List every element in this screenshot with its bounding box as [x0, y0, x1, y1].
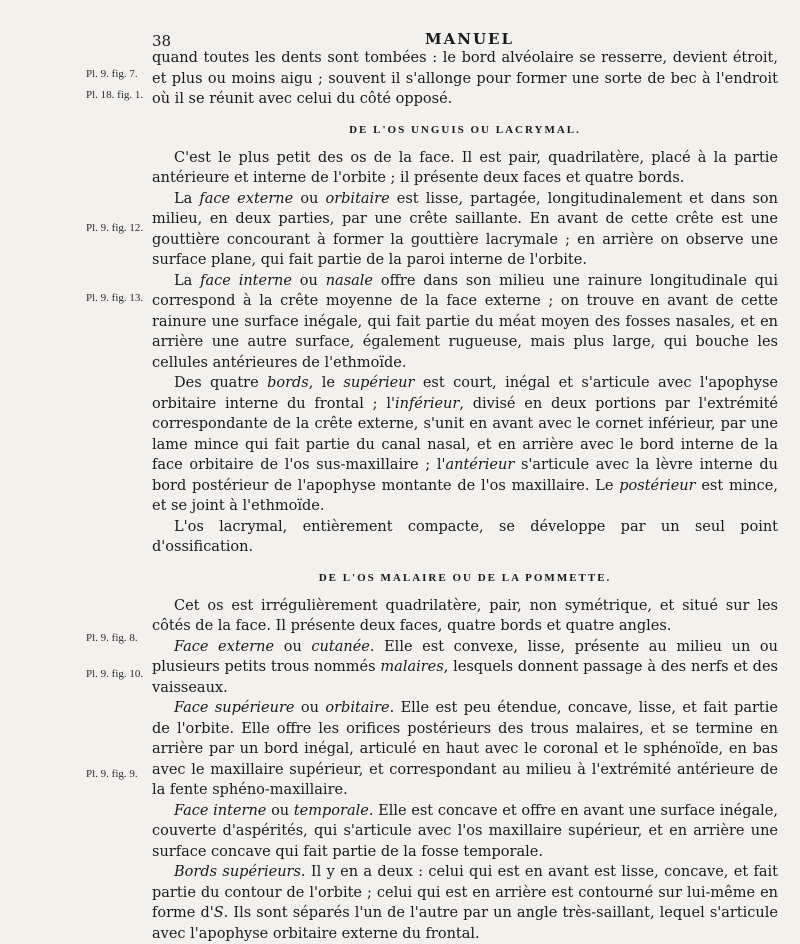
paragraph: Des quatre bords, le supérieur est court, inégal et s'articule avec l'apophyse orbitaire interne du frontal ; l'inférieur, divisé en deux portions par l'extrémité correspondante de la crête externe, s'unit en avant avec le cornet inférieur, par une lame mince qui fait partie du canal nasal, et en arrière avec le bord interne de la face orbitaire de l'os sus-maxillaire ; l'antérieur s'articule avec la lèvre interne du bord postérieur de l'apophyse montante de l'os maxillaire. Le postérieur est mince, et se joint à l'ethmoïde.	[152, 375, 779, 514]
margin-note: Pl. 18. fig. 1.	[86, 89, 144, 101]
paragraph: La face interne ou nasale offre dans son milieu une rainure longitudinale qui correspond à la crête moyenne de la face externe ; on trouve en avant de cette rainure une surface inégale, qui fait partie du méat moyen des fosses nasales, et en arrière une autre surface, également rugueuse, mais plus large, qui bouche les cellules antérieures de l'ethmoïde.	[152, 272, 778, 371]
section-title-lacrymal: DE L'OS UNGUIS OU LACRYMAL.	[349, 123, 581, 136]
paragraph: Bords supérieurs. Il y en a deux : celui qui est en avant est lisse, concave, et fait partie du contour de l'orbite ; celui qui est en arrière est contourné sur lui-même en forme d'S. Ils sont séparés l'un de l'autre par un angle très-saillant, lequel s'articule avec l'apophyse orbitaire externe du frontal.	[152, 864, 778, 942]
margin-note: Pl. 9. fig. 10.	[86, 668, 144, 680]
margin-note: Pl. 9. fig. 13.	[86, 292, 144, 304]
margin-note: Pl. 9. fig. 7.	[86, 68, 138, 80]
paragraph: La face externe ou orbitaire est lisse, partagée, longitudinalement et dans son milieu, en deux parties, par une crête saillante. En avant de cette crête est une gouttière concourant à former la gouttière lacrymale ; en arrière on observe une surface plane, qui fait partie de la paroi interne de l'orbite.	[152, 190, 778, 268]
margin-note: Pl. 9. fig. 12.	[86, 222, 144, 234]
paragraph: L'os lacrymal, entièrement compacte, se développe par un seul point d'ossification.	[152, 518, 778, 555]
paragraph: Face supérieure ou orbitaire. Elle est peu étendue, concave, lisse, et fait partie de l'orbite. Elle offre les orifices postérieurs des trous malaires, et se termine en arrière par un bord inégal, articulé en haut avec le coronal et le sphénoïde, en bas avec le maxillaire supérieur, et correspondant au milieu à l'extrémité antérieure de la fente sphéno-maxillaire.	[152, 700, 778, 798]
running-title: MANUEL	[425, 30, 515, 48]
page-body	[152, 48, 778, 944]
opening-paragraph: quand toutes les dents sont tombées : le bord alvéolaire se resserre, devient étroit, et plus ou moins aigu ; souvent il s'allonge pour former une sorte de bec à l'endroit où il se réunit avec celui du côté opposé.	[152, 50, 778, 107]
page-number: 38	[152, 32, 172, 50]
margin-note: Pl. 9. fig. 9.	[86, 768, 138, 780]
paragraph: Face externe ou cutanée. Elle est convexe, lisse, présente au milieu un ou plusieurs petits trous nommés malaires, lesquels donnent passage à des nerfs et des vaisseaux.	[152, 638, 778, 696]
paragraph: Face interne ou temporale. Elle est concave et offre en avant une surface inégale, couverte d'aspérités, qui s'articule avec l'os maxillaire supérieur, et en arrière une surface concave qui fait partie de la fosse temporale.	[152, 802, 778, 860]
paragraph: C'est le plus petit des os de la face. Il est pair, quadrilatère, placé à la partie antérieure et interne de l'orbite ; il présente deux faces et quatre bords.	[152, 149, 778, 186]
section-title-malaire: DE L'OS MALAIRE OU DE LA POMMETTE.	[318, 571, 612, 584]
paragraph: Cet os est irrégulièrement quadrilatère, pair, non symétrique, et situé sur les côtés de la face. Il présente deux faces, quatre bords et quatre angles.	[152, 597, 778, 634]
margin-note: Pl. 9. fig. 8.	[86, 632, 138, 644]
